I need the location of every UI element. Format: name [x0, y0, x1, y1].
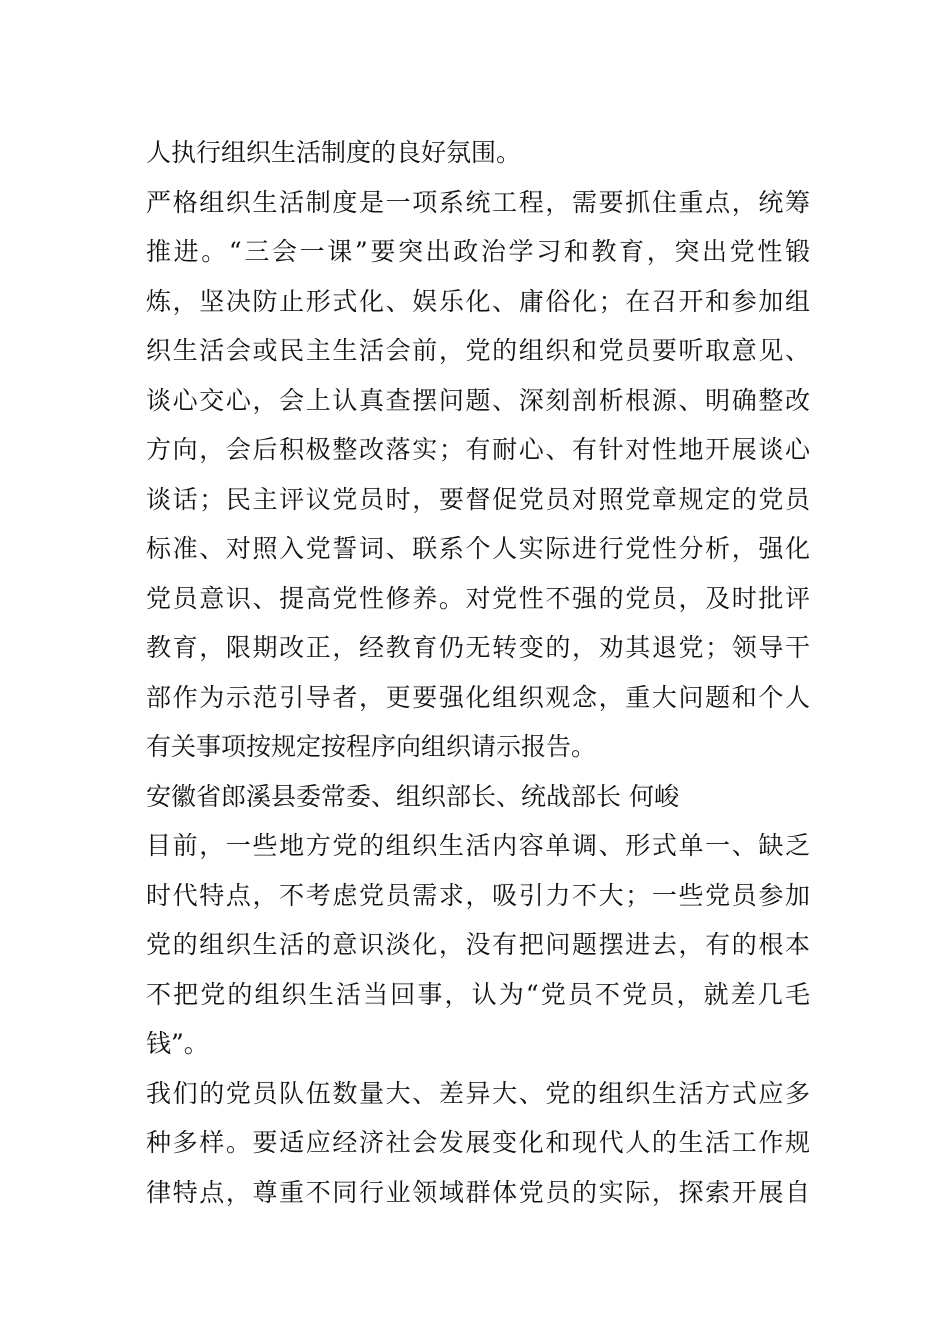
- text-line: 谈话；民主评议党员时，要督促党员对照党章规定的党员: [146, 484, 810, 514]
- document-body: [146, 128, 810, 1217]
- text-line: 时代特点，不考虑党员需求，吸引力不大；一些党员参加: [146, 880, 810, 910]
- text-line: 不把党的组织生活当回事，认为“党员不党员，就差几毛: [146, 979, 810, 1009]
- text-line: 律特点，尊重不同行业领域群体党员的实际，探索开展自: [146, 1177, 810, 1207]
- text-line: 标准、对照入党誓词、联系个人实际进行党性分析，强化: [146, 534, 810, 563]
- text-line: 教育，限期改正，经教育仍无转变的，劝其退党；领导干: [146, 633, 810, 662]
- text-line: 我们的党员队伍数量大、差异大、党的组织生活方式应多: [146, 1078, 810, 1108]
- text-line: 党的组织生活的意识淡化，没有把问题摆进去，有的根本: [146, 930, 810, 959]
- author-byline: 安徽省郎溪县委常委、组织部长、统战部长 何峻: [146, 781, 679, 811]
- text-line: 推进。“三会一课”要突出政治学习和教育，突出党性锻: [146, 237, 810, 266]
- text-line: 钱”。: [146, 1029, 209, 1058]
- text-line: 织生活会或民主生活会前，党的组织和党员要听取意见、: [146, 336, 810, 365]
- text-line: 种多样。要适应经济社会发展变化和现代人的生活工作规: [146, 1128, 810, 1157]
- text-line: 谈心交心，会上认真查摆问题、深刻剖析根源、明确整改: [146, 385, 810, 415]
- text-line: 部作为示范引导者，更要强化组织观念，重大问题和个人: [146, 682, 810, 712]
- text-line: 党员意识、提高党性修养。对党性不强的党员，及时批评: [146, 583, 810, 613]
- text-line: 严格组织生活制度是一项系统工程，需要抓住重点，统筹: [146, 187, 810, 217]
- text-line: 炼，坚决防止形式化、娱乐化、庸俗化；在召开和参加组: [146, 286, 810, 316]
- text-line: 人执行组织生活制度的良好氛围。: [146, 138, 522, 167]
- text-line: 目前，一些地方党的组织生活内容单调、形式单一、缺乏: [146, 831, 810, 860]
- text-line: 有关事项按规定按程序向组织请示报告。: [146, 732, 597, 761]
- text-line: 方向，会后积极整改落实；有耐心、有针对性地开展谈心: [146, 435, 810, 464]
